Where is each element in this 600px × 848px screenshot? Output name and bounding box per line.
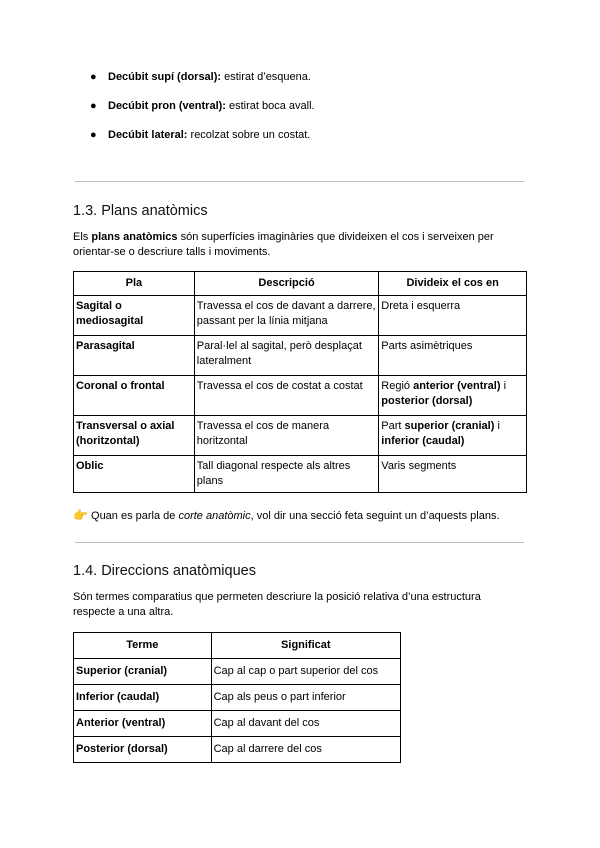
position-bullet-list	[90, 70, 530, 157]
section-title-directions: 1.4. Direccions anatòmiques	[73, 563, 256, 579]
direction-meaning: Cap als peus o part inferior	[211, 685, 400, 711]
direction-term: Anterior (ventral)	[74, 711, 212, 737]
direction-term: Superior (cranial)	[74, 659, 212, 685]
table-row	[74, 711, 401, 737]
bullet-text: estirat d’esquena.	[221, 71, 311, 83]
plans-intro	[73, 230, 513, 260]
bullet-term: Decúbit pron (ventral):	[108, 100, 226, 112]
direction-term: Posterior (dorsal)	[74, 737, 212, 763]
plane-description: Travessa el cos de manera horitzontal	[194, 416, 379, 456]
table-row	[74, 376, 527, 416]
note-emphasis: corte anatòmic	[178, 510, 251, 522]
column-header: Descripció	[194, 272, 379, 296]
plane-division: Varis segments	[379, 456, 527, 493]
plane-name: Sagital o mediosagital	[74, 296, 195, 336]
plane-division: Regió anterior (ventral) i posterior (dorsal)	[379, 376, 527, 416]
table-row	[74, 416, 527, 456]
bullet-term: Decúbit supí (dorsal):	[108, 71, 222, 83]
bullet-icon: ●	[90, 71, 97, 83]
plane-description: Travessa el cos de costat a costat	[194, 376, 379, 416]
plane-division: Parts asimètriques	[379, 336, 527, 376]
pointing-hand-icon: 👉	[73, 508, 88, 522]
table-row	[74, 296, 527, 336]
bullet-text: estirat boca avall.	[225, 100, 315, 112]
section-divider	[75, 542, 524, 543]
table-row	[74, 659, 401, 685]
table-row	[74, 456, 527, 493]
table-row	[74, 737, 401, 763]
direction-meaning: Cap al darrere del cos	[211, 737, 400, 763]
list-item	[90, 99, 530, 128]
plane-division: Dreta i esquerra	[379, 296, 527, 336]
directions-table	[73, 632, 401, 763]
plane-division: Part superior (cranial) i inferior (caudal)	[379, 416, 527, 456]
plane-description: Paral·lel al sagital, però desplaçat lateralment	[194, 336, 379, 376]
list-item	[90, 128, 530, 157]
direction-meaning: Cap al davant del cos	[211, 711, 400, 737]
plane-name: Oblic	[74, 456, 195, 493]
bullet-icon: ●	[90, 100, 97, 112]
section-title-plans: 1.3. Plans anatòmics	[73, 203, 208, 219]
direction-meaning: Cap al cap o part superior del cos	[211, 659, 400, 685]
plane-name: Transversal o axial (horitzontal)	[74, 416, 195, 456]
plane-name: Coronal o frontal	[74, 376, 195, 416]
note-text: , vol dir una secció feta seguint un d’aquests plans.	[250, 510, 500, 522]
table-row	[74, 685, 401, 711]
column-header: Significat	[211, 633, 400, 659]
column-header: Terme	[74, 633, 212, 659]
list-item	[90, 70, 530, 99]
plane-description: Travessa el cos de davant a darrere, passant per la línia mitjana	[194, 296, 379, 336]
plane-description: Tall diagonal respecte als altres plans	[194, 456, 379, 493]
intro-text: Els	[73, 231, 92, 243]
column-header: Pla	[74, 272, 195, 296]
anatomical-cut-note	[73, 507, 533, 524]
intro-text: són superfícies imaginàries que divideixen el cos i serveixen per orientar-se o descriure talls i moviments.	[73, 231, 494, 258]
column-header: Divideix el cos en	[379, 272, 527, 296]
table-row	[74, 336, 527, 376]
direction-term: Inferior (caudal)	[74, 685, 212, 711]
bullet-icon: ●	[90, 129, 97, 141]
section-divider	[75, 181, 524, 182]
directions-intro: Són termes comparatius que permeten descriure la posició relativa d’una estructura respecte a una altra.	[73, 591, 481, 618]
plane-name: Parasagital	[74, 336, 195, 376]
table-header-row	[74, 272, 527, 296]
intro-bold: plans anatòmics	[91, 231, 178, 243]
bullet-term: Decúbit lateral:	[108, 129, 188, 141]
table-header-row	[74, 633, 401, 659]
note-text: Quan es parla de	[87, 510, 179, 522]
bullet-text: recolzat sobre un costat.	[187, 129, 311, 141]
plans-table	[73, 271, 527, 493]
